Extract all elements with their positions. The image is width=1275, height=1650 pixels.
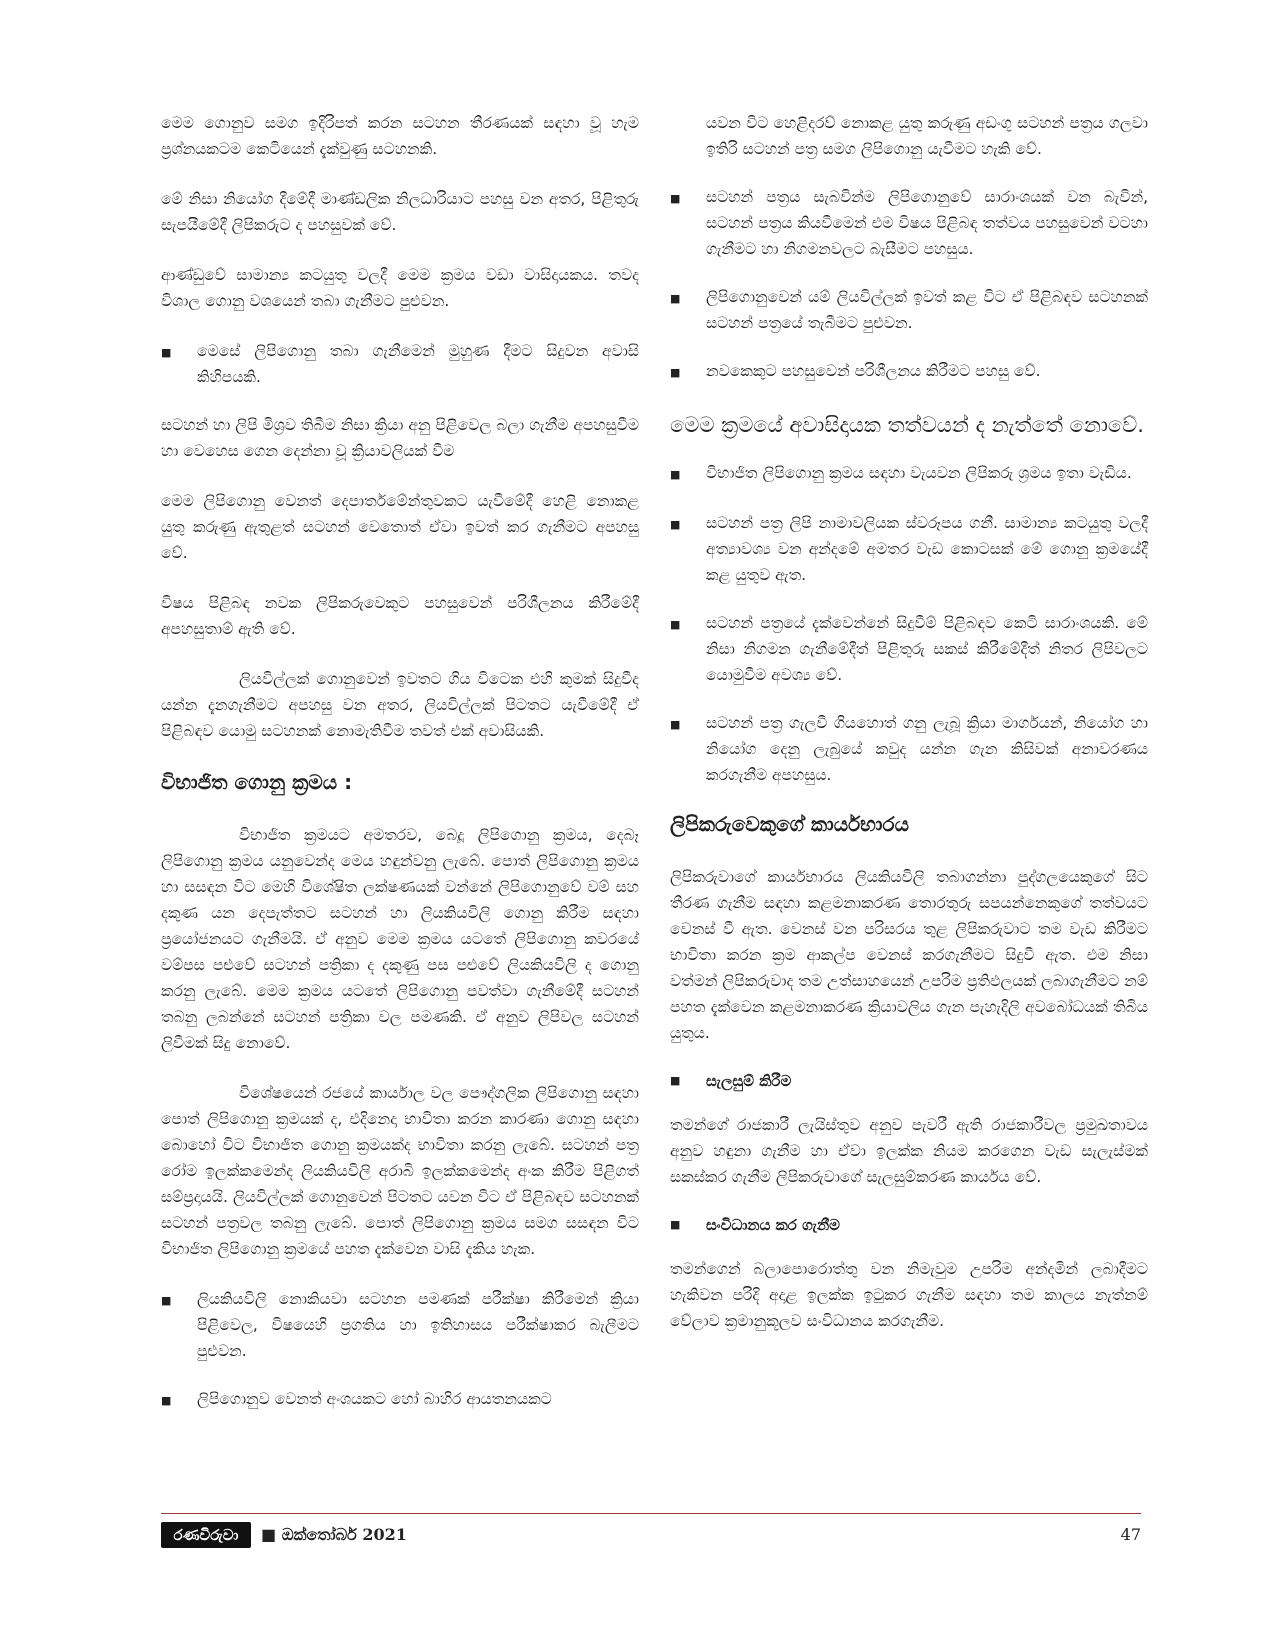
bullet-square-icon: ■ [161,346,172,359]
bullet-continuation [670,110,1148,162]
bullet-text: ලියකියවිලි නොකියවා සටහන පමණක් පරීක්ෂා කිරීමෙන් ක්‍රියා පිළිවෙල, විෂයෙහි ප්‍රගතිය හා ඉතිහාසය පරීක්ෂාකර බැලීමට පුළුවන. [197,1290,639,1360]
paragraph: මෙම ගොනුව සමග ඉදිරිපත් කරන සටහන තීරණයක් සඳහා වූ හැම ප්‍රශ්නයකටම කෙටියෙන් දැක්වුණු සටහනකි. [161,114,639,158]
bullet-text: සටහන් පත්‍ර ලිපි නාමාවලියක ස්වරූපය ගනී. සාමාන්‍ය කටයුතු වලදී අත්‍යාවශ්‍ය වන අන්දමේ අමතර වැඩ කොටසක් මේ ගොනු ක්‍රමයේදී කළ යුතුව ඇත. [706,514,1148,584]
bullet-text: මෙසේ ලිපිගොනු තබා ගැනීමෙන් මුහුණ දීමට සිදුවන අවාසි කිහිපයකි. [197,342,639,386]
footer-divider [161,1513,1141,1514]
bullet-spacer [670,110,706,162]
subheading-text: සැලසුම් කිරීම [706,1072,792,1090]
bullet-square-icon: ■ [161,1294,172,1307]
subheading [670,1070,1148,1092]
bullet-item [670,184,1148,262]
magazine-logo: රණවිරුවා [161,1522,251,1548]
bullet-text: සටහන් පත්‍රය සැබවින්ම ලිපිගොනුවේ සාරාංශයක් වන බැවින්, සටහන් පත්‍රය කියවීමෙන් එම විෂය පිළිබඳ තත්වය පහසුවෙන් වටහා ගැනීමට හා නිගමනවලට බැසීමට පහසුය. [706,188,1148,258]
bullet-square-icon: ■ [670,1074,681,1087]
page-number: 47 [1120,1525,1141,1544]
issue-date: ■ ඔක්තෝබර් 2021 [261,1525,407,1544]
paragraph: විශේෂයෙන් රජයේ කාර්යාල වල පෞද්ගලික ලිපිගොනු සඳහා පොත් ලිපිගොනු ක්‍රමයක් ද, එදිනෙදා භාවිතා කරන කාරණා ගොනු සඳහා බොහෝ විට විභාජිත ගොනු ක්‍රමයක්ද භාවිතා කරනු ලැබේ. සටහන් පත්‍ර රෝම ඉලක්කමෙන්ද ලියකියවිලි අරාබි ඉලක්කමෙන්ද අංක කිරීම පිළිගත් සම්ප්‍රදායයි. ලියවිල්ලක් ගොනුවෙන් පිටතට යවන විට ඒ පිළිබඳව සටහනක් සටහන් පත්‍රවල තබනු ලැබේ. පොත් ලිපිගොනු ක්‍රමය සමග සසඳන විට විභාජිත ලිපිගොනු ක්‍රමයේ පහත දැක්වෙන වාසි දැකිය හැක. [161,1084,639,1258]
left-column [161,110,639,1436]
section-heading: ලිපිකරුවෙකුගේ කාර්යභාරය [670,812,909,836]
bullet-item [161,1286,639,1364]
bullet-square-icon: ■ [161,1394,172,1407]
paragraph: ලිපිකරුවාගේ කාර්යභාරය ලියකියවිලි තබාගන්නා පුද්ගලයෙකුගේ සිට තීරණ ගැනීම සඳහා කළමනාකරණ තොරතුරු සපයන්නෙකුගේ තත්වයට වෙනස් වී ඇත. වෙනස් වන පරිසරය තුළ ලිපිකරුවාට තම වැඩ කිරීමට භාවිතා කරන ක්‍රම ආකල්ප වෙනස් කරගැනීමට සිදුවී ඇත. එම නිසා වත්මන් ලිපිකරුවාද තම උත්සාහයෙන් උපරිම ප්‍රතිඵලයක් ලබාගැනීමට නම් පහත දැක්වෙන කළමනාකරණ ක්‍රියාවලිය ගැන පැහැදිලි අවබෝධයක් තිබිය යුතුය. [670,868,1148,1042]
paragraph: මේ නිසා නියෝග දීමේදී මාණ්ඩලික නිලධාරියාට පහසු වන අතර, පිළිතුරු සැපයීමේදී ලිපිකරුට ද පහසුවක් වේ. [161,190,639,234]
bullet-square-icon: ■ [670,518,681,531]
paragraph: ලියවිල්ලක් ගොනුවෙන් ඉවතට ගිය විටෙක එහි කුමක් සිදුවීද යන්න දැනගැනීමට අපහසු වන අතර, ලියවිල්ලක් පිටතට යැවීමේදී ඒ පිළිබඳව යොමු සටහනක් නොමැතිවීම තවත් එක් අවාසියකි. [161,670,639,740]
paragraph: මෙම ලිපිගොනු වෙනත් දෙපාර්තමේන්තුවකට යැවීමේදී හෙළි නොකළ යුතු කරුණු ඇතුළත් සටහන් වෙතොත් ඒවා ඉවත් කර ගැනීමට අපහසු වේ. [161,492,639,562]
paragraph: ආණ්ඩුවේ සාමාන්‍ය කටයුතු වලදී මෙම ක්‍රමය වඩා වාසිදායකය. තවද විශාල ගොනු වශයෙන් තබා ගැනීමට පුළුවන. [161,266,639,310]
bullet-square-icon: ■ [670,718,681,731]
bullet-square-icon: ■ [670,192,681,205]
bullet-square-icon: ■ [670,1218,681,1231]
bullet-item [670,284,1148,336]
bullet-text: ලිපිගොනුවෙන් යම් ලියවිල්ලක් ඉවත් කළ විට ඒ පිළිබඳව සටහනක් සටහන් පත්‍රයේ තැබීමට පුළුවන. [706,288,1148,332]
bullet-square-icon: ■ [670,618,681,631]
subheading-text: සංවිධානය කර ගැනීම [706,1216,840,1234]
right-column [670,110,1148,1358]
bullet-text: යවන විට හෙළිදරව් නොකළ යුතු කරුණු අඩංගු සටහන් පත්‍රය ගලවා ඉතිරි සටහන් පත්‍ර සමග ලිපිගොනු යැවීමට හැකි වේ. [706,114,1148,158]
paragraph: විෂය පිළිබඳ නවක ලිපිකරුවෙකුට පහසුවෙන් පරිශීලනය කිරීමේදී අපහසුතාම් ඇති වේ. [161,594,639,638]
bullet-item [670,710,1148,788]
bullet-square-icon: ■ [670,468,681,481]
bullet-item [670,460,1148,488]
paragraph: විභාජිත ක්‍රමයට අමතරව, බෙදූ ලිපිගොනු ක්‍රමය, දෙබෑ ලිපිගොනු ක්‍රමය යනුවෙන්ද මෙය හඳුන්වනු ලැබේ. පොත් ලිපිගොනු ක්‍රමය හා සසඳන විට මෙහි විශේෂිත ලක්ෂණයක් වන්නේ ලිපිගොනුවේ වම් සහ දකුණ යන දෙපැත්තට සටහන් හා ලියකියවිලි ගොනු කිරීම සඳහා ප්‍රයෝජනයට ගැනීමයි. ඒ අනුව මෙම ක්‍රමය යටතේ ලිපිගොනු කවරයේ වම්පස පළුවේ සටහන් පත්‍රිකා ද දකුණු පස පළුවේ ලියකියවිලි ද ගොනු කරනු ලැබේ. මෙම ක්‍රමය යටතේ ලිපිගොනු පවත්වා ගැනීමේදී සටහන් තබනු ලබන්නේ සටහන් පත්‍රිකා වල පමණකි. ඒ අනුව ලිපිවල සටහන් ලිවීමක් සිදු නොවේ. [161,826,639,1052]
bullet-text: සටහන් පත්‍රයේ දැක්වෙන්නේ සිදුවීම් පිළිබඳව කෙටි සාරාංශයකි. මේ නිසා නිගමන ගැනීමේදීත් පිළිතුරු සකස් කිරීමේදීත් නිතර ලිපිවලට යොමුවීම අවශ්‍ය වේ. [706,614,1148,684]
section-heading: මෙම ක්‍රමයේ අවාසිදායක තත්වයන් ද නැත්තේ නොවේ. [670,413,1144,437]
subheading [670,1214,1148,1236]
paragraph: තමන්ගෙන් බලාපොරොත්තු වන නිමැවුම උපරිම අන්දමින් ලබාදීමට හැකිවන පරිදි අදාළ ඉලක්ක ඉටුකර ගැනීම සඳහා තම කාලය නැත්නම් වේලාව ක්‍රමානුකූලව සංවිධානය කරගැනීම. [670,1260,1148,1330]
bullet-item [670,610,1148,688]
bullet-item [161,1386,639,1414]
bullet-square-icon: ■ [670,292,681,305]
bullet-text: විභාජිත ලිපිගොනු ක්‍රමය සඳහා වැයවන ලිපිකරු ශ්‍රමය ඉතා වැඩිය. [706,464,1132,482]
bullet-text: ලිපිගොනුව වෙනත් අංශයකට හෝ බාහිර ආයතනයකට [197,1390,552,1408]
bullet-item [670,510,1148,588]
paragraph: සටහන් හා ලිපි මිශ්‍රව තිබීම නිසා ක්‍රියා අනු පිළිවෙල බලා ගැනීම අපහසුවීම හා වෙහෙස ගෙන දෙන්නා වූ ක්‍රියාවලියක් වීම [161,416,639,460]
bullet-text: නවකෙකුට පහසුවෙන් පරිශීලනය කිරීමට පහසු වේ. [706,362,1041,380]
paragraph: තමන්ගේ රාජකාරී ලැයිස්තුව අනුව පැවරී ඇති රාජකාරීවල ප්‍රමුඛතාවය අනුව හඳුනා ගැනීම හා ඒවා ඉලක්ක නියම කරගෙන වැඩ සැලැස්මක් සකස්කර ගැනීම ලිපිකරුවාගේ සැලසුම්කරණ කාර්යය වේ. [670,1116,1148,1186]
bullet-item [670,358,1148,386]
page-footer [161,1522,1141,1552]
section-heading: විභාජිත ගොනු ක්‍රමය : [161,770,353,794]
bullet-square-icon: ■ [670,366,681,379]
bullet-item [161,338,639,390]
bullet-text: සටහන් පත්‍ර ගැලවී ගියහොත් ගනු ලැබූ ක්‍රියා මාර්ගයන්, නියෝග හා නියෝග දෙනු ලැබුයේ කවුද යන්න ගැන කිසිවක් අනාවරණය කරගැනීම අපහසුය. [706,714,1148,784]
